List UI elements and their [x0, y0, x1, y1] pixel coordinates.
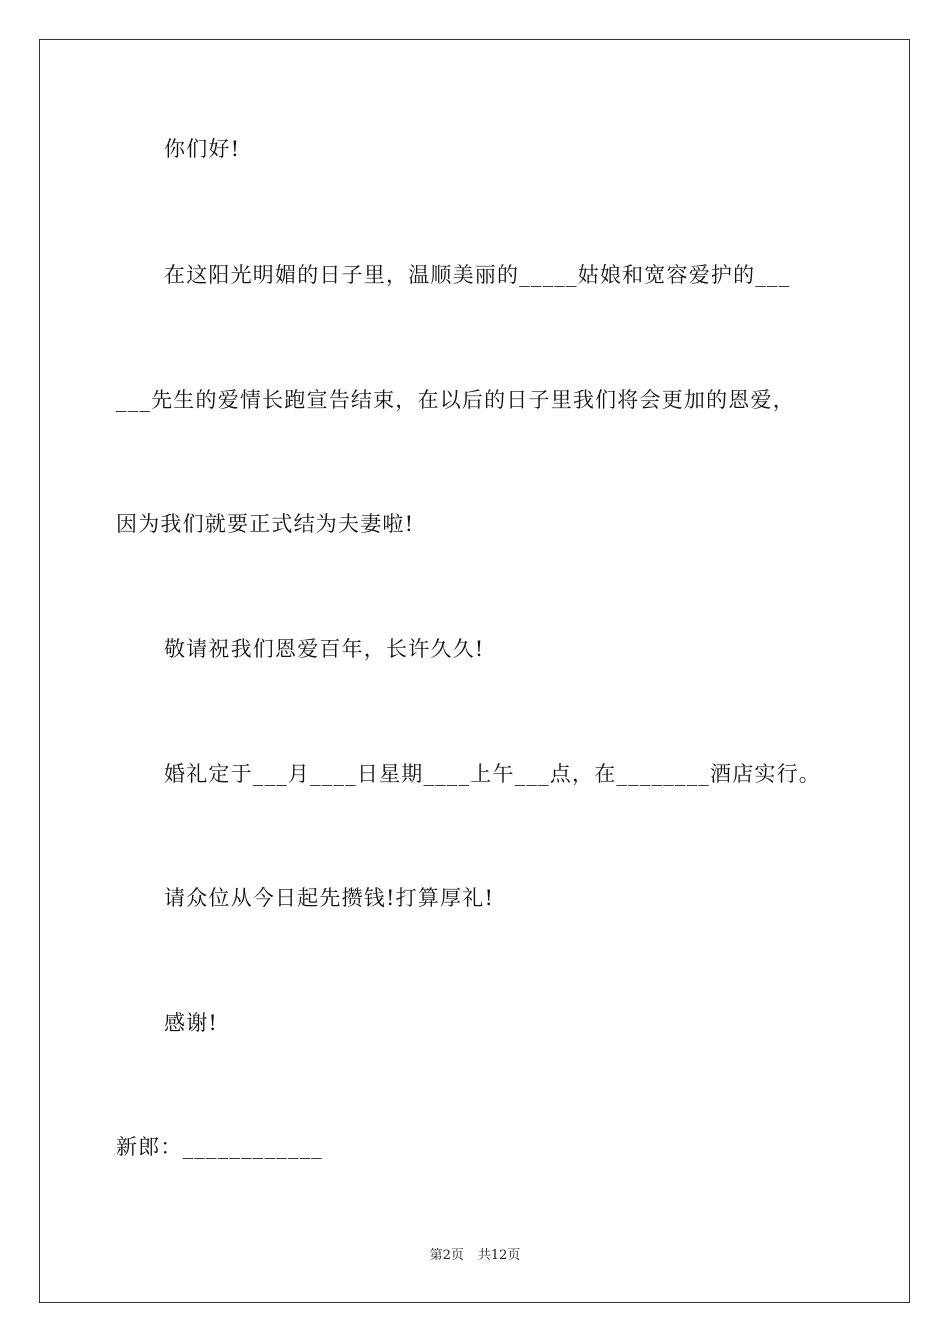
paragraph-announcement-line-2: ___先生的爱情长跑宣告结束，在以后的日子里我们将会更加的恩爱，	[116, 388, 795, 412]
page-total: 共12页	[477, 1248, 521, 1263]
groom-signature-line: 新郎：____________	[116, 1135, 323, 1159]
paragraph-announcement-line-1: 在这阳光明媚的日子里，温顺美丽的_____姑娘和宽容爱护的___	[164, 263, 791, 287]
greeting-line: 你们好!	[164, 137, 241, 161]
wedding-schedule-line: 婚礼定于___月____日星期____上午___点，在________酒店实行。	[164, 762, 821, 786]
gift-request-line: 请众位从今日起先攒钱!打算厚礼!	[164, 886, 495, 910]
paragraph-announcement-line-3: 因为我们就要正式结为夫妻啦!	[116, 512, 415, 536]
thanks-line: 感谢!	[164, 1011, 219, 1035]
blessing-line: 敬请祝我们恩爱百年，长许久久!	[164, 637, 485, 661]
page-number: 第2页	[429, 1248, 464, 1263]
page-frame	[39, 39, 910, 1303]
page-footer	[0, 1247, 950, 1265]
